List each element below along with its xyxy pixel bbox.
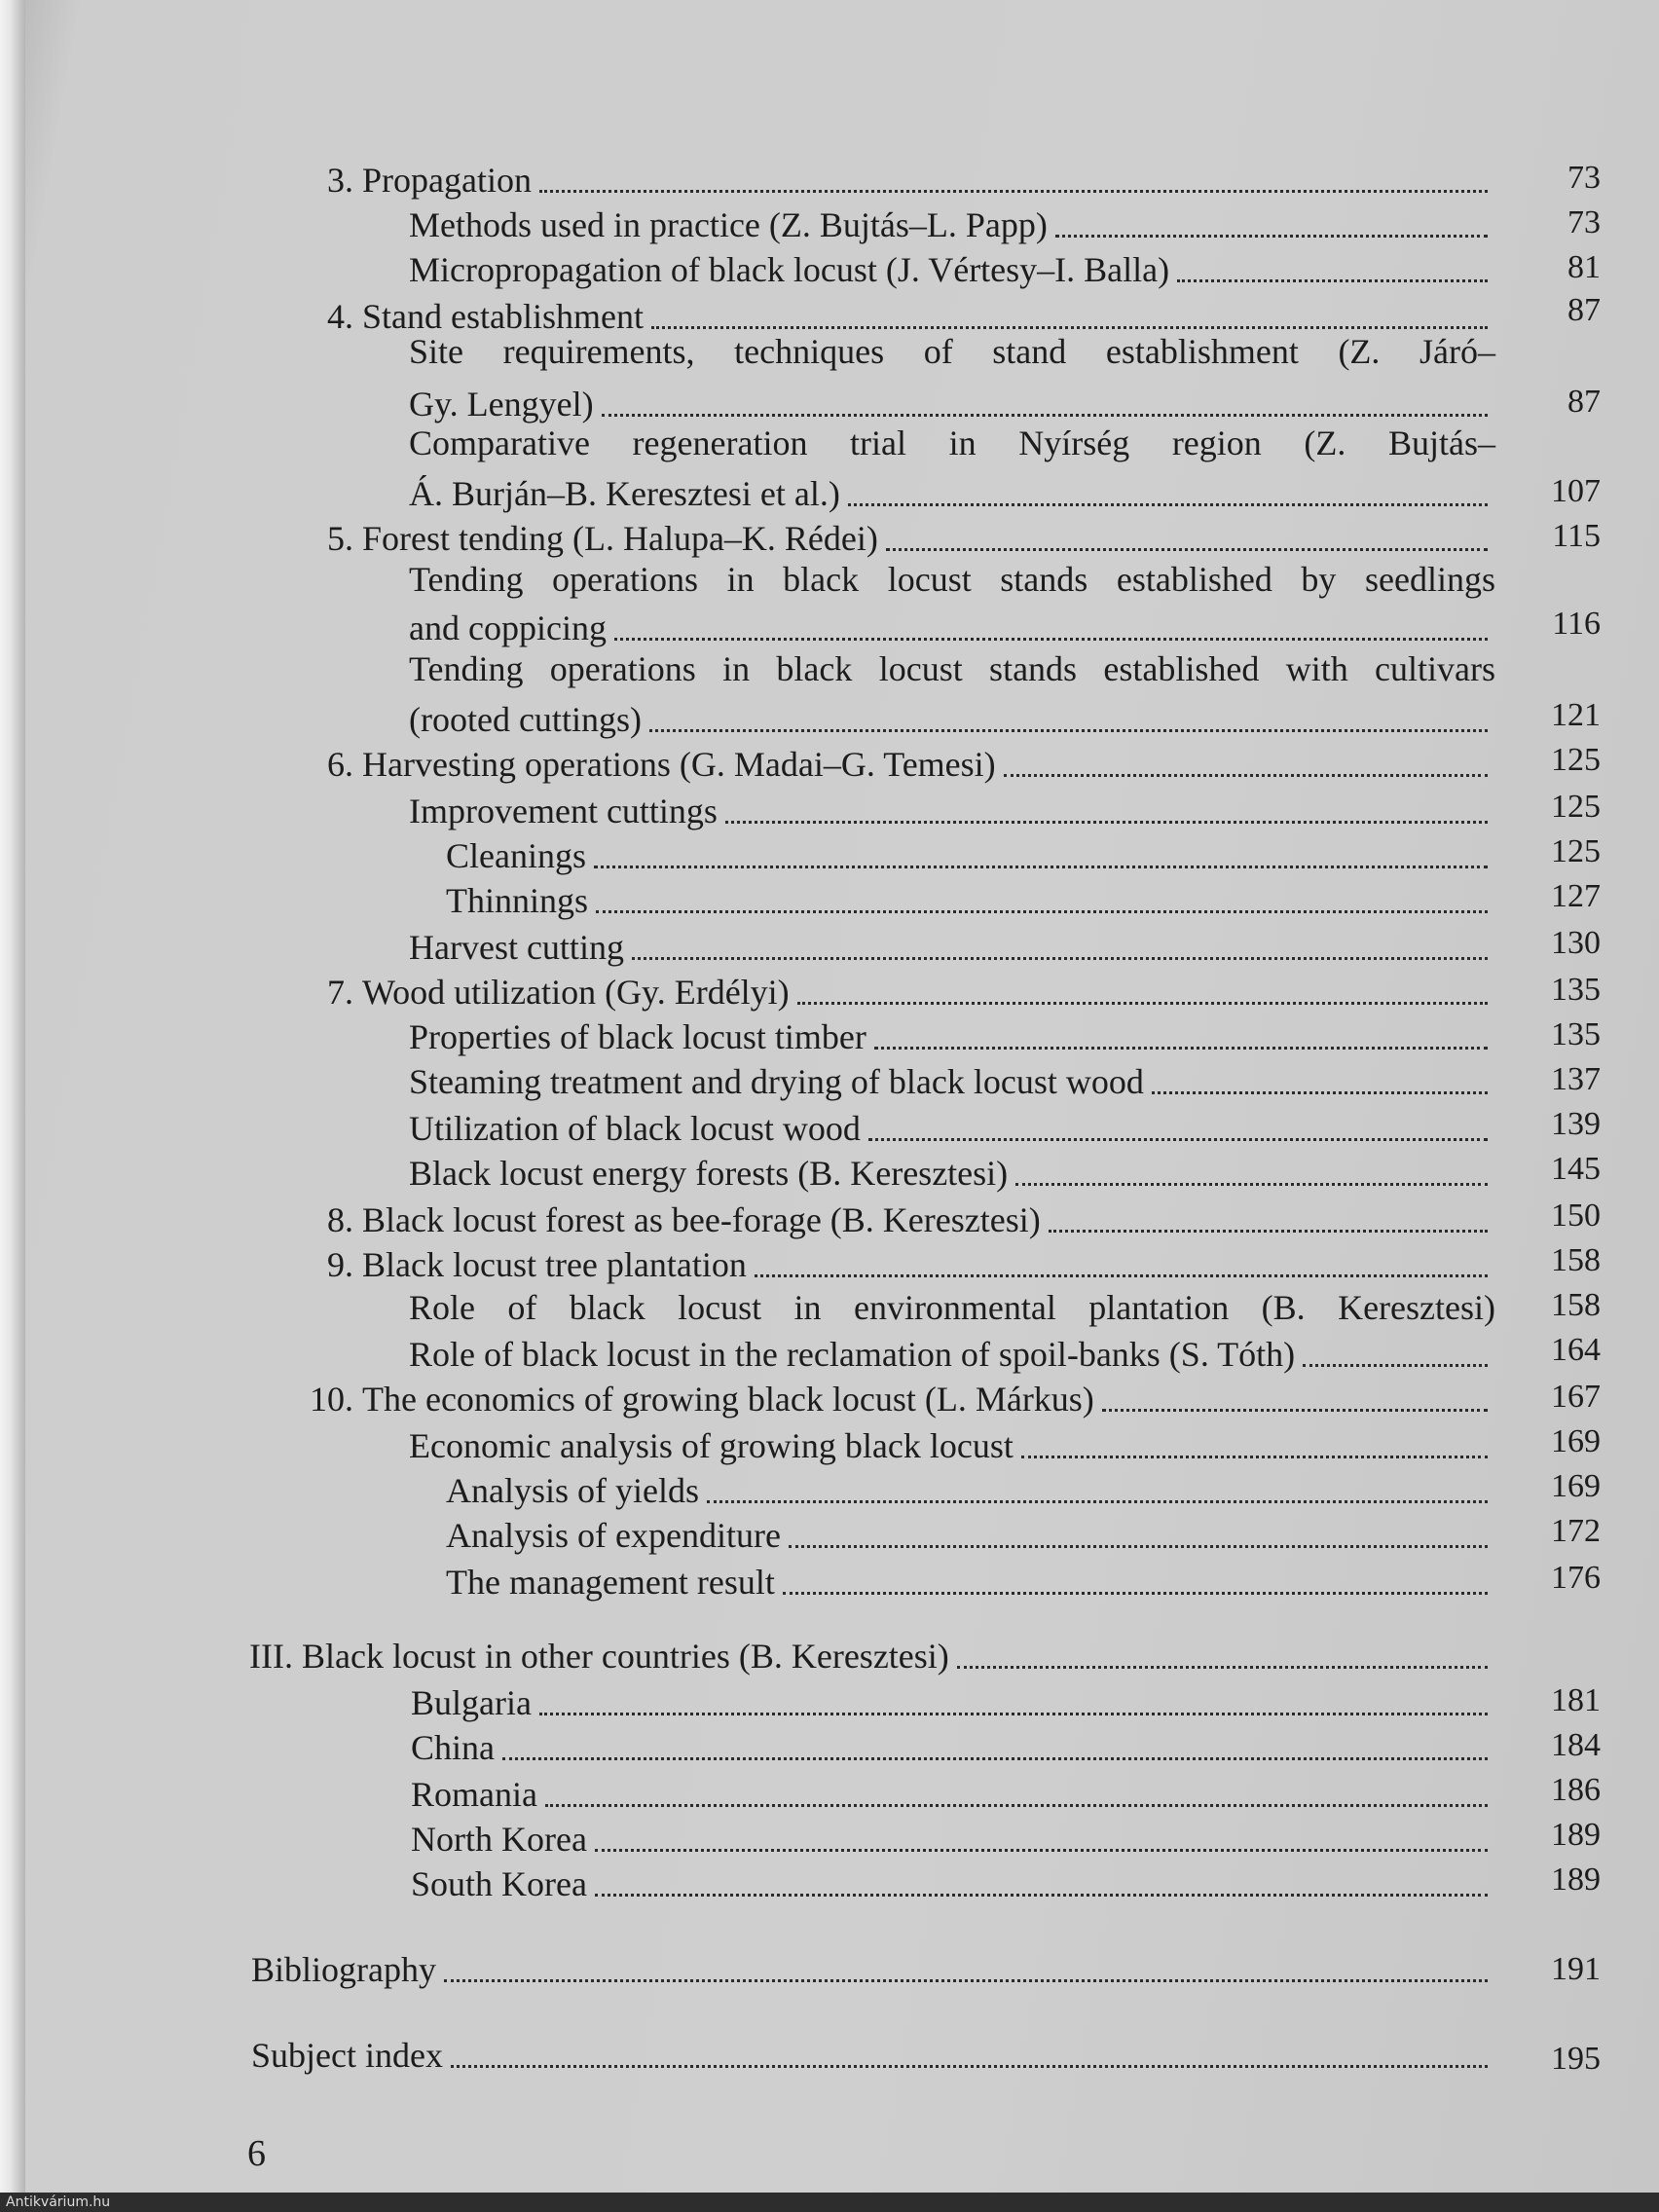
toc-page-number: 107 [1551,473,1601,509]
toc-entry-number: 4. [327,297,353,336]
toc-entry [409,1016,1495,1059]
dot-leader [539,1713,1488,1715]
toc-page-number: 169 [1551,1423,1601,1459]
toc-entry-title: Properties of black locust timber [409,1017,866,1056]
toc-entry-6 [327,744,1495,787]
toc-page-number: 169 [1551,1468,1601,1504]
toc-entry-title: Analysis of yields [446,1471,699,1510]
toc-entry-title-line: Comparative regeneration trial in Nyírség region (Z. Bujtás– [409,424,1495,462]
toc-entry-title: Romania [411,1775,537,1814]
toc-entry [446,1562,1495,1604]
toc-page-number: 176 [1551,1560,1601,1596]
toc-entry-title-line: Tending operations in black locust stands established by seedlings [409,560,1495,599]
toc-entry-title: Utilization of black locust wood [409,1109,861,1148]
toc-entry-7 [327,972,1495,1014]
dot-leader [595,1849,1488,1852]
dot-leader [594,866,1488,868]
toc-entry-number: 9. [327,1245,353,1284]
toc-entry [409,1153,1495,1196]
toc-page-number: 172 [1551,1513,1601,1549]
toc-entry [446,835,1495,878]
toc-entry [411,1682,1495,1725]
toc-entry-8 [327,1199,1495,1242]
toc-entry-title: Subject index [251,2036,443,2075]
dot-leader [451,2065,1488,2068]
toc-entry [409,1425,1495,1468]
toc-entry-title: The economics of growing black locust (L. Márkus) [362,1380,1094,1419]
toc-entry-10 [310,1379,1495,1421]
watermark: Antikvárium.hu [0,2193,1659,2212]
toc-page-number: 191 [1551,1951,1601,1987]
toc-page-number: 150 [1551,1198,1601,1234]
toc-page-number: 184 [1551,1727,1601,1763]
dot-leader [957,1666,1488,1669]
toc-entry-title: Harvest cutting [409,928,624,967]
toc-entry-title: and coppicing [409,608,607,647]
toc-entry [411,1863,1495,1906]
toc-page-number: 125 [1551,789,1601,825]
dot-leader [539,190,1488,193]
toc-page-number: 116 [1552,606,1601,642]
toc-entry-number: III. [249,1637,293,1676]
dot-leader [602,414,1488,417]
toc-page-number: 135 [1551,1016,1601,1052]
dot-leader [1055,235,1488,238]
toc-entry-title: North Korea [411,1820,587,1859]
toc-entry [409,249,1495,292]
dot-leader [1152,1091,1488,1094]
dot-leader [725,821,1488,824]
toc-entry-title: Economic analysis of growing black locust [409,1426,1014,1465]
dot-leader [789,1545,1488,1548]
toc-entry-title-line: Role of black locust in environmental plantation (B. Keresztesi) [409,1288,1495,1327]
page-number: 6 [247,2133,266,2174]
toc-entry-9 [327,1244,1495,1287]
toc-entry-number: 8. [327,1200,353,1239]
dot-leader [632,957,1488,960]
toc-entry [411,1727,1495,1770]
dot-leader [1021,1456,1488,1458]
toc-entry [409,1334,1495,1377]
toc-entry [409,204,1495,247]
dot-leader [1004,774,1488,777]
toc-entry-title-line: Tending operations in black locust stands established with cultivars [409,649,1495,688]
toc-entry [411,1819,1495,1862]
toc-page-number: 73 [1567,160,1601,196]
toc-part-III [249,1636,1495,1678]
toc-bibliography [251,1949,1495,1992]
dot-leader [886,548,1488,551]
toc-entry-title: The management result [446,1563,775,1602]
toc-page-number: 87 [1567,384,1601,420]
toc-page-number: 186 [1551,1772,1601,1808]
toc-entry-title: Thinnings [446,881,589,920]
toc-entry-3 [327,160,1495,203]
toc-page-number: 125 [1551,742,1601,778]
toc-page-number: 189 [1551,1862,1601,1898]
dot-leader [614,638,1488,641]
toc-entry [446,1515,1495,1558]
dot-leader [1049,1230,1488,1233]
toc-entry-title: Á. Burján–B. Keresztesi et al.) [409,474,840,513]
dot-leader [595,1894,1488,1897]
toc-page-number: 164 [1551,1332,1601,1368]
toc-entry-title: Improvement cuttings [409,792,718,830]
toc-page-number: 130 [1551,925,1601,961]
toc-entry-title: Black locust tree plantation [362,1245,747,1284]
dot-leader [1303,1364,1488,1367]
toc-page-number: 121 [1551,697,1601,733]
toc-entry-number: 10. [310,1380,353,1419]
toc-entry-title: Methods used in practice (Z. Bujtás–L. Papp) [409,205,1048,244]
dot-leader [444,1979,1488,1982]
dot-leader [868,1138,1488,1141]
toc-page-number: 81 [1567,249,1601,285]
toc-page-number: 139 [1551,1106,1601,1142]
toc-entry [409,699,1495,742]
dot-leader [649,729,1488,732]
toc-page-number: 181 [1551,1682,1601,1718]
toc-page-number: 195 [1551,2041,1601,2077]
toc-entry-number: 6. [327,745,353,784]
toc-entry [409,608,1495,650]
toc-entry-title: Black locust energy forests (B. Keresztesi) [409,1154,1009,1193]
toc-entry-title: Forest tending (L. Halupa–K. Rédei) [362,519,878,558]
dot-leader [783,1592,1488,1595]
toc-page-number: 158 [1551,1242,1601,1278]
toc-entry-title: China [411,1728,495,1767]
dot-leader [755,1274,1488,1277]
toc-entry-title: Wood utilization (Gy. Erdélyi) [362,973,790,1012]
dot-leader [707,1500,1488,1503]
toc-entry-title: Black locust in other countries (B. Keresztesi) [301,1637,949,1676]
toc-entry [409,791,1495,833]
toc-entry-number: 7. [327,973,353,1012]
toc-entry-title: Bibliography [251,1950,436,1989]
toc-entry-title: Gy. Lengyel) [409,385,594,424]
toc-entry-title: Micropropagation of black locust (J. Vértesy–I. Balla) [409,250,1170,289]
toc-entry-title: (rooted cuttings) [409,700,642,739]
toc-page-number: 158 [1551,1287,1601,1323]
toc-entry-title: Cleanings [446,836,586,875]
toc-entry [409,1061,1495,1104]
toc-entry-title-line: Site requirements, techniques of stand establishment (Z. Járó– [409,332,1495,371]
toc-entry [446,880,1495,923]
toc-entry-title: Black locust forest as bee-forage (B. Keresztesi) [362,1200,1041,1239]
toc-page-number: 87 [1567,292,1601,328]
toc-entry-title: Propagation [362,161,532,200]
toc-page-number: 145 [1551,1151,1601,1187]
toc-page-number: 137 [1551,1061,1601,1097]
toc-entry [409,473,1495,516]
dot-leader [596,910,1488,913]
toc-page-number: 125 [1551,833,1601,869]
dot-leader [651,326,1488,329]
toc-entry-5 [327,518,1495,561]
dot-leader [545,1804,1488,1807]
toc-entry [411,1774,1495,1817]
toc-page-number: 189 [1551,1817,1601,1853]
toc-entry-number: 5. [327,519,353,558]
toc-page-number: 135 [1551,972,1601,1008]
toc-page-number: 167 [1551,1379,1601,1415]
toc-entry-number: 3. [327,161,353,200]
toc-entry [409,384,1495,426]
dot-leader [1177,279,1488,282]
toc-entry-title: South Korea [411,1864,587,1903]
toc-entry [409,927,1495,970]
dot-leader [797,1002,1488,1005]
dot-leader [848,503,1488,506]
toc-entry [446,1470,1495,1513]
dot-leader [502,1757,1488,1760]
toc-subject-index [251,2035,1495,2078]
toc-entry-title: Steaming treatment and drying of black locust wood [409,1062,1144,1101]
dot-leader [874,1047,1488,1050]
toc-entry-title: Role of black locust in the reclamation of spoil-banks (S. Tóth) [409,1335,1296,1374]
dot-leader [1102,1409,1488,1412]
toc-entry-title: Analysis of expenditure [446,1516,781,1555]
dot-leader [1015,1183,1488,1186]
toc-page-number: 127 [1551,878,1601,914]
toc-entry-title: Bulgaria [411,1683,532,1722]
toc-entry [409,1108,1495,1151]
toc-page-number: 73 [1567,204,1601,240]
toc-entry-title: Stand establishment [362,297,644,336]
toc-entry-title: Harvesting operations (G. Madai–G. Temesi) [362,745,996,784]
toc-page-number: 115 [1552,518,1601,554]
